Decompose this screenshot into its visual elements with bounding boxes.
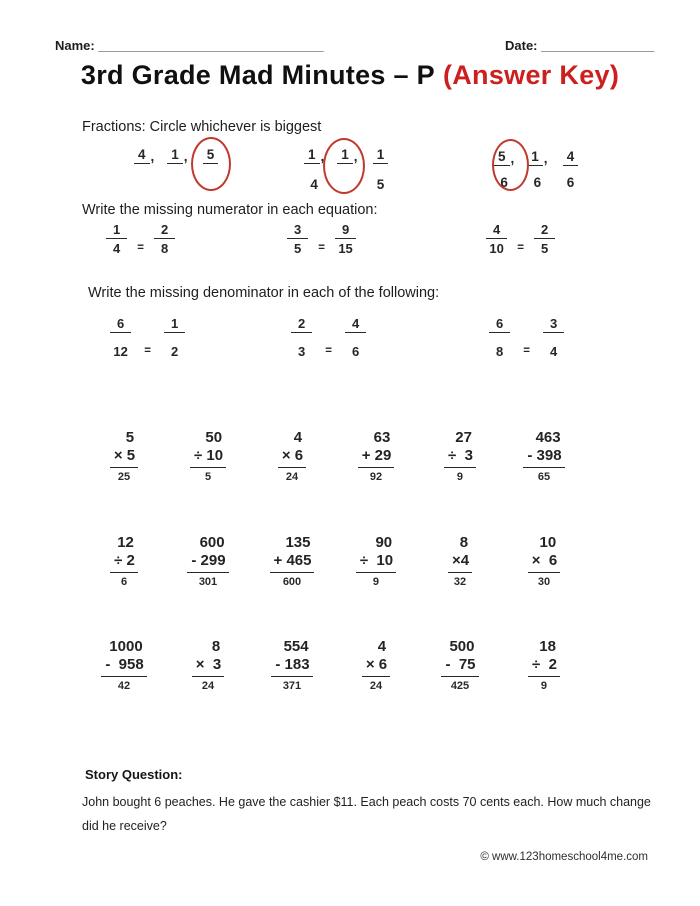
fraction-numerator: 1 [304, 147, 320, 164]
date-label: Date: [505, 38, 538, 53]
answer-circle-annotation [191, 137, 231, 191]
math-problem [334, 429, 418, 485]
operator-operand: × 3 [192, 656, 224, 677]
answer: 30 [537, 576, 551, 588]
right-denominator: 4 [549, 343, 558, 359]
answer: 24 [369, 680, 383, 692]
left-numerator: 6 [489, 316, 510, 333]
operand: 4 [377, 638, 387, 655]
answer-circle-annotation [492, 139, 529, 191]
left-denominator: 4 [113, 240, 121, 256]
math-problem [334, 638, 418, 694]
operator-operand: ÷ 10 [190, 447, 226, 468]
operator-operand: × 6 [528, 552, 560, 573]
math-problem [334, 534, 418, 590]
clipped-denominator: 4 [310, 176, 318, 192]
math-problem [166, 638, 250, 694]
operand: 135 [285, 534, 311, 551]
comma: , [543, 150, 548, 166]
equals-sign: = [517, 241, 524, 254]
numerator-section-heading: Write the missing numerator in each equation: [82, 202, 378, 218]
answer: 9 [540, 680, 548, 692]
operator-operand: + 465 [270, 552, 315, 573]
fraction-numerator: 1 [167, 147, 183, 164]
date-blank-line: __________________ [541, 38, 654, 53]
numerator-equation-1 [106, 222, 175, 256]
left-numerator: 3 [287, 222, 308, 239]
operand: 27 [455, 429, 472, 446]
name-blank-line: ____________________________________ [98, 38, 323, 53]
left-denominator: 12 [113, 343, 128, 359]
date-field-row [505, 38, 653, 53]
math-problem [82, 638, 166, 694]
operand: 50 [205, 429, 223, 446]
operator-operand: - 183 [271, 656, 312, 677]
operand: 10 [539, 534, 557, 551]
left-numerator: 2 [291, 316, 312, 333]
answer: 25 [117, 471, 131, 483]
right-numerator: 3 [543, 316, 564, 333]
fraction-item [561, 149, 581, 190]
operator-operand: × 6 [278, 447, 306, 468]
operator-operand: × 5 [110, 447, 138, 468]
equals-sign: = [523, 344, 530, 357]
operand: 463 [535, 429, 561, 446]
fraction-numerator: 1 [527, 149, 543, 166]
right-numerator: 9 [335, 222, 356, 239]
operator-operand: ÷ 3 [444, 447, 476, 468]
left-denominator: 10 [489, 240, 504, 256]
right-denominator: 2 [170, 343, 179, 359]
operator-operand: - 958 [101, 656, 146, 677]
fraction-numerator: 4 [134, 147, 150, 164]
fraction-denominator: 6 [533, 174, 542, 190]
answer: 371 [282, 680, 302, 692]
right-numerator: 4 [345, 316, 366, 333]
comma: , [150, 148, 155, 164]
math-problem [418, 429, 502, 485]
answer: 32 [453, 576, 467, 588]
comma: , [183, 148, 188, 164]
math-problem [502, 638, 586, 694]
fraction-numerator: 1 [337, 147, 353, 164]
right-denominator: 5 [540, 240, 549, 256]
fraction-item [167, 147, 187, 164]
right-denominator: 6 [351, 343, 360, 359]
left-denominator: 3 [298, 343, 306, 359]
copyright-credit: © www.123homeschool4me.com [480, 851, 648, 863]
operand: 4 [293, 429, 303, 446]
story-question-text: John bought 6 peaches. He gave the cashier $11. Each peach costs 70 cents each. How much change [82, 795, 651, 809]
operand: 554 [283, 638, 309, 655]
equals-sign: = [318, 241, 325, 254]
right-numerator: 2 [154, 222, 175, 239]
name-field-row [55, 38, 323, 53]
left-denominator: 8 [496, 343, 504, 359]
answer: 301 [198, 576, 218, 588]
denominator-equation-2 [291, 316, 366, 359]
operand: 1000 [109, 638, 143, 655]
fraction-denominator: 6 [500, 174, 508, 190]
comma: , [320, 148, 325, 164]
problem-row-1 [82, 429, 588, 485]
operand: 18 [539, 638, 556, 655]
answer: 425 [450, 680, 470, 692]
operator-operand: ÷ 2 [528, 656, 560, 677]
operand: 600 [199, 534, 225, 551]
fraction-item [371, 147, 391, 192]
numerator-equation-3 [486, 222, 555, 256]
operator-operand: - 75 [441, 656, 478, 677]
equals-sign: = [144, 344, 151, 357]
fraction-numerator: 5 [494, 149, 510, 166]
math-problem [82, 429, 166, 485]
answer: 92 [369, 471, 383, 483]
comma: , [353, 148, 358, 164]
operand: 500 [449, 638, 475, 655]
fractions-section-heading: Fractions: Circle whichever is biggest [82, 119, 322, 135]
problem-row-2 [82, 534, 588, 590]
operand: 90 [375, 534, 393, 551]
math-problem [166, 534, 250, 590]
math-problem [502, 429, 586, 485]
problem-row-3 [82, 638, 588, 694]
math-problem [418, 534, 502, 590]
operator-operand: × 6 [362, 656, 390, 677]
operator-operand: ÷ 2 [110, 552, 138, 573]
answer: 24 [201, 680, 215, 692]
operator-operand: ×4 [448, 552, 472, 573]
answer: 42 [117, 680, 131, 692]
numerator-equation-2 [287, 222, 356, 256]
right-numerator: 2 [534, 222, 555, 239]
left-denominator: 5 [294, 240, 302, 256]
answer-circle-annotation [320, 138, 365, 194]
answer: 600 [282, 576, 302, 588]
fraction-item [527, 149, 547, 190]
operand: 63 [373, 429, 391, 446]
clipped-denominator: 5 [376, 176, 385, 192]
story-question-clipped-line: did he receive? [82, 819, 167, 833]
math-problem [502, 534, 586, 590]
name-label: Name: [55, 38, 95, 53]
math-problem [166, 429, 250, 485]
answer: 65 [537, 471, 551, 483]
denominator-section-heading: Write the missing denominator in each of the following: [88, 285, 440, 301]
operand: 5 [125, 429, 135, 446]
answer: 24 [285, 471, 299, 483]
math-problem [250, 429, 334, 485]
denominator-equation-1 [110, 316, 185, 359]
fraction-item [134, 147, 154, 164]
answer: 6 [120, 576, 128, 588]
operand: 8 [459, 534, 469, 551]
answer: 5 [204, 471, 212, 483]
left-numerator: 1 [106, 222, 127, 239]
fraction-numerator: 1 [373, 147, 389, 164]
left-numerator: 4 [486, 222, 507, 239]
answer: 9 [456, 471, 464, 483]
operand: 8 [211, 638, 221, 655]
page-title [0, 60, 700, 91]
title-main: 3rd Grade Mad Minutes – P [80, 60, 435, 90]
title-answer-key: (Answer Key) [442, 60, 620, 90]
fraction-denominator: 6 [566, 174, 575, 190]
right-numerator: 1 [164, 316, 185, 333]
operator-operand: ÷ 10 [356, 552, 396, 573]
equals-sign: = [325, 344, 332, 357]
math-problem [82, 534, 166, 590]
comma: , [510, 150, 515, 166]
equals-sign: = [137, 241, 144, 254]
math-problem [250, 638, 334, 694]
math-problem [418, 638, 502, 694]
fraction-numerator: 4 [563, 149, 579, 166]
right-denominator: 8 [160, 240, 169, 256]
denominator-equation-3 [489, 316, 564, 359]
operand: 12 [117, 534, 134, 551]
operator-operand: - 398 [523, 447, 564, 468]
fraction-numerator: 5 [203, 147, 219, 164]
left-numerator: 6 [110, 316, 131, 333]
answer: 9 [372, 576, 380, 588]
story-question-heading: Story Question: [85, 767, 183, 782]
operator-operand: - 299 [187, 552, 228, 573]
math-problem [250, 534, 334, 590]
operator-operand: + 29 [358, 447, 395, 468]
right-denominator: 15 [338, 240, 353, 256]
fraction-item [304, 147, 325, 192]
